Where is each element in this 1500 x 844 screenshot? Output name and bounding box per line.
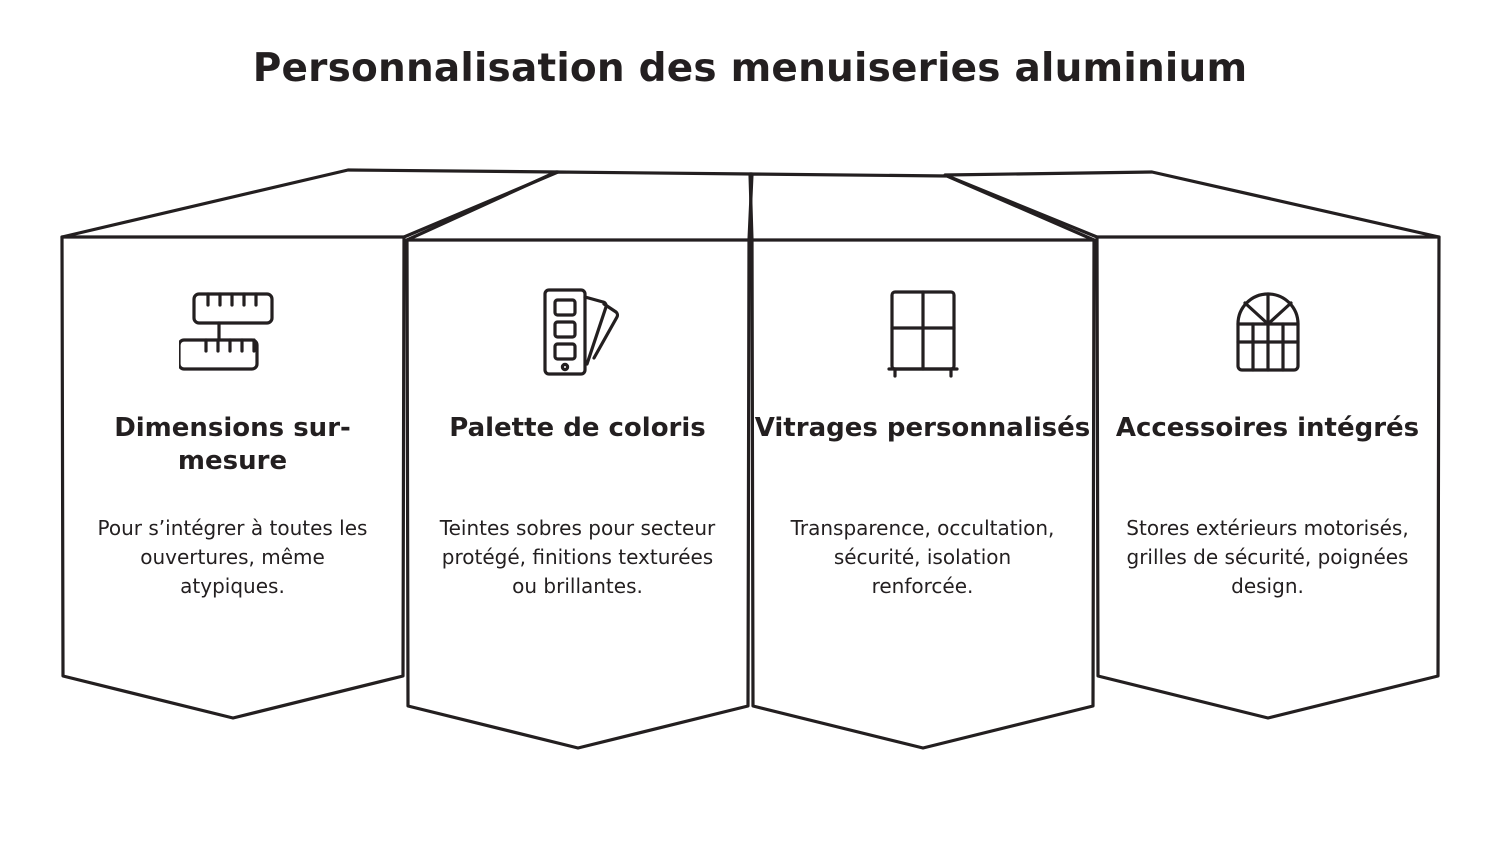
banner-description: Transparence, occultation, sécurité, isolation renforcée. — [790, 516, 1055, 598]
page-title: Personnalisation des menuiseries aluminium — [252, 46, 1248, 91]
banner-description: Pour s’intégrer à toutes les ouvertures, même atypiques. — [97, 516, 368, 598]
banner-description: Teintes sobres pour secteur protégé, finitions texturées ou brillantes. — [439, 516, 716, 598]
banner-title: Dimensions sur-mesure — [114, 413, 351, 477]
banner-title: Accessoires intégrés — [1115, 413, 1420, 443]
banner-description: Stores extérieurs motorisés, grilles de sécurité, poignées design. — [1126, 516, 1409, 598]
ruler-icon — [178, 277, 288, 387]
banner-title: Vitrages personnalisés — [754, 413, 1091, 443]
arched-window-icon — [1213, 277, 1323, 387]
color-swatch-palette-icon — [523, 277, 633, 387]
banner-title: Palette de coloris — [449, 413, 706, 443]
window-pane-icon — [868, 277, 978, 387]
